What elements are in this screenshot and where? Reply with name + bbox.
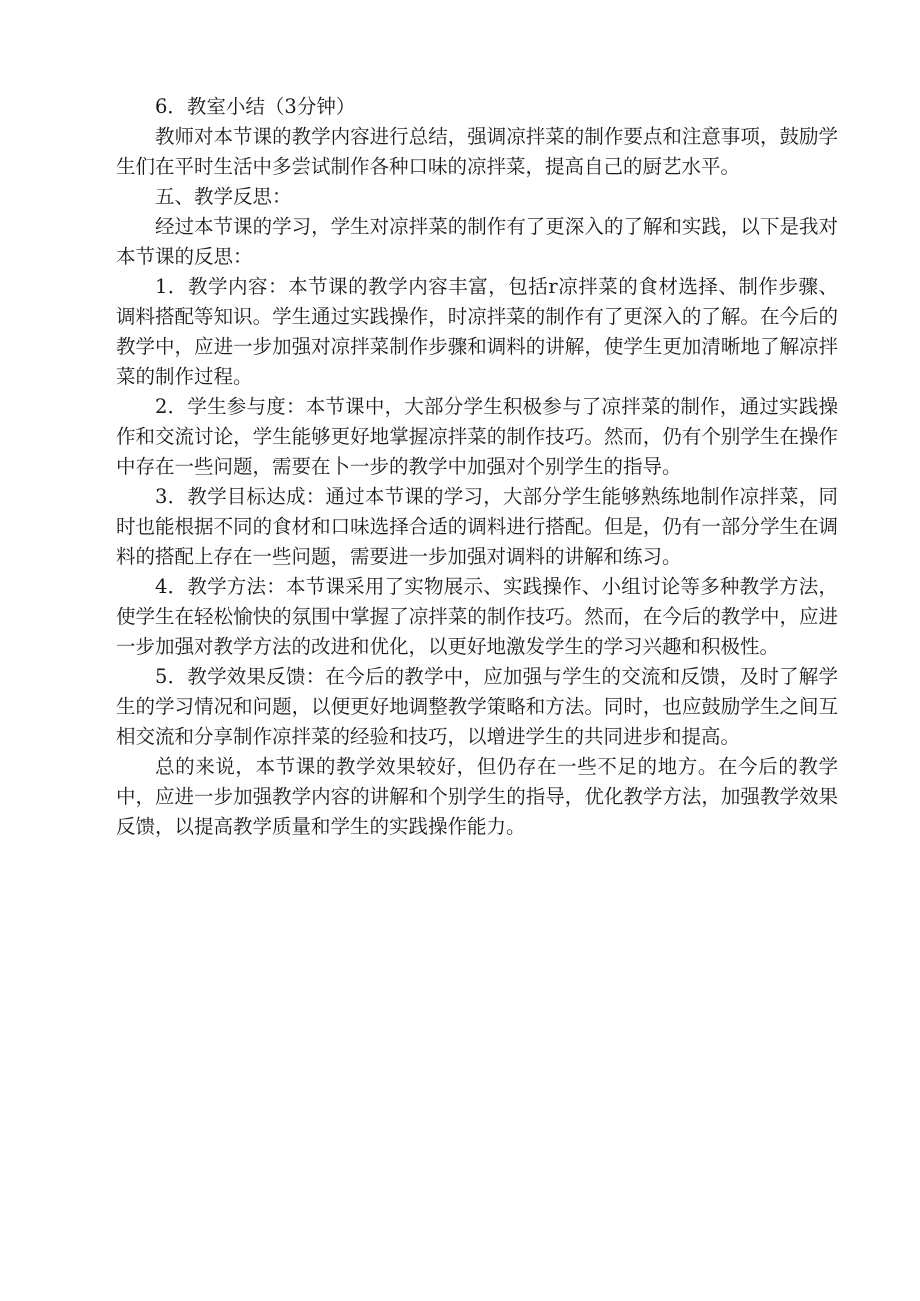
- paragraph-reflection-goals: 3．教学目标达成：通过本节课的学习，大部分学生能够熟练地制作凉拌菜，同时也能根据不同的食材和口味选择合适的调料进行搭配。但是，仍有一部分学生在调料的搭配上存在一些问题，需要进一步加强对调料的讲解和练习。: [116, 485, 838, 568]
- section-heading-teaching-reflection: 五、教学反思：: [155, 185, 292, 208]
- paragraph-summary-text: 教师对本节课的教学内容进行总结，强调凉拌菜的制作要点和注意事项，鼓励学生们在平时生活中多尝试制作各种口味的凉拌菜，提高自己的厨艺水平。: [116, 125, 838, 178]
- section-heading-classroom-summary: 6．教室小结（3分钟）: [155, 95, 356, 118]
- document-body: [116, 92, 838, 842]
- paragraph-conclusion: 总的来说，本节课的教学效果较好，但仍存在一些不足的地方。在今后的教学中，应进一步加强教学内容的讲解和个别学生的指导，优化教学方法，加强教学效果反馈，以提高教学质量和学生的实践操作能力。: [116, 755, 838, 838]
- paragraph-reflection-feedback: 5．教学效果反馈：在今后的教学中，应加强与学生的交流和反馈，及时了解学生的学习情况和问题，以便更好地调整教学策略和方法。同时，也应鼓励学生之间互相交流和分享制作凉拌菜的经验和技巧，以增进学生的共同进步和提高。: [116, 665, 838, 748]
- paragraph-reflection-content: 1．教学内容：本节课的教学内容丰富，包括r凉拌菜的食材选择、制作步骤、调料搭配等知识。学生通过实践操作，时凉拌菜的制作有了更深入的了解。在今后的教学中，应进一步加强对凉拌菜制作步骤和调料的讲解，使学生更加清晰地了解凉拌菜的制作过程。: [116, 275, 838, 388]
- paragraph-reflection-intro: 经过本节课的学习，学生对凉拌菜的制作有了更深入的了解和实践，以下是我对本节课的反思：: [116, 215, 838, 268]
- paragraph-reflection-methods: 4．教学方法：本节课采用了实物展示、实践操作、小组讨论等多种教学方法，使学生在轻松愉快的氛围中掌握了凉拌菜的制作技巧。然而，在今后的教学中，应进一步加强对教学方法的改进和优化，以更好地激发学生的学习兴趣和积极性。: [116, 575, 838, 658]
- paragraph-reflection-participation: 2．学生参与度：本节课中，大部分学生积极参与了凉拌菜的制作，通过实践操作和交流讨论，学生能够更好地掌握凉拌菜的制作技巧。然而，仍有个别学生在操作中存在一些问题，需要在卜一步的教学中加强对个别学生的指导。: [116, 395, 838, 478]
